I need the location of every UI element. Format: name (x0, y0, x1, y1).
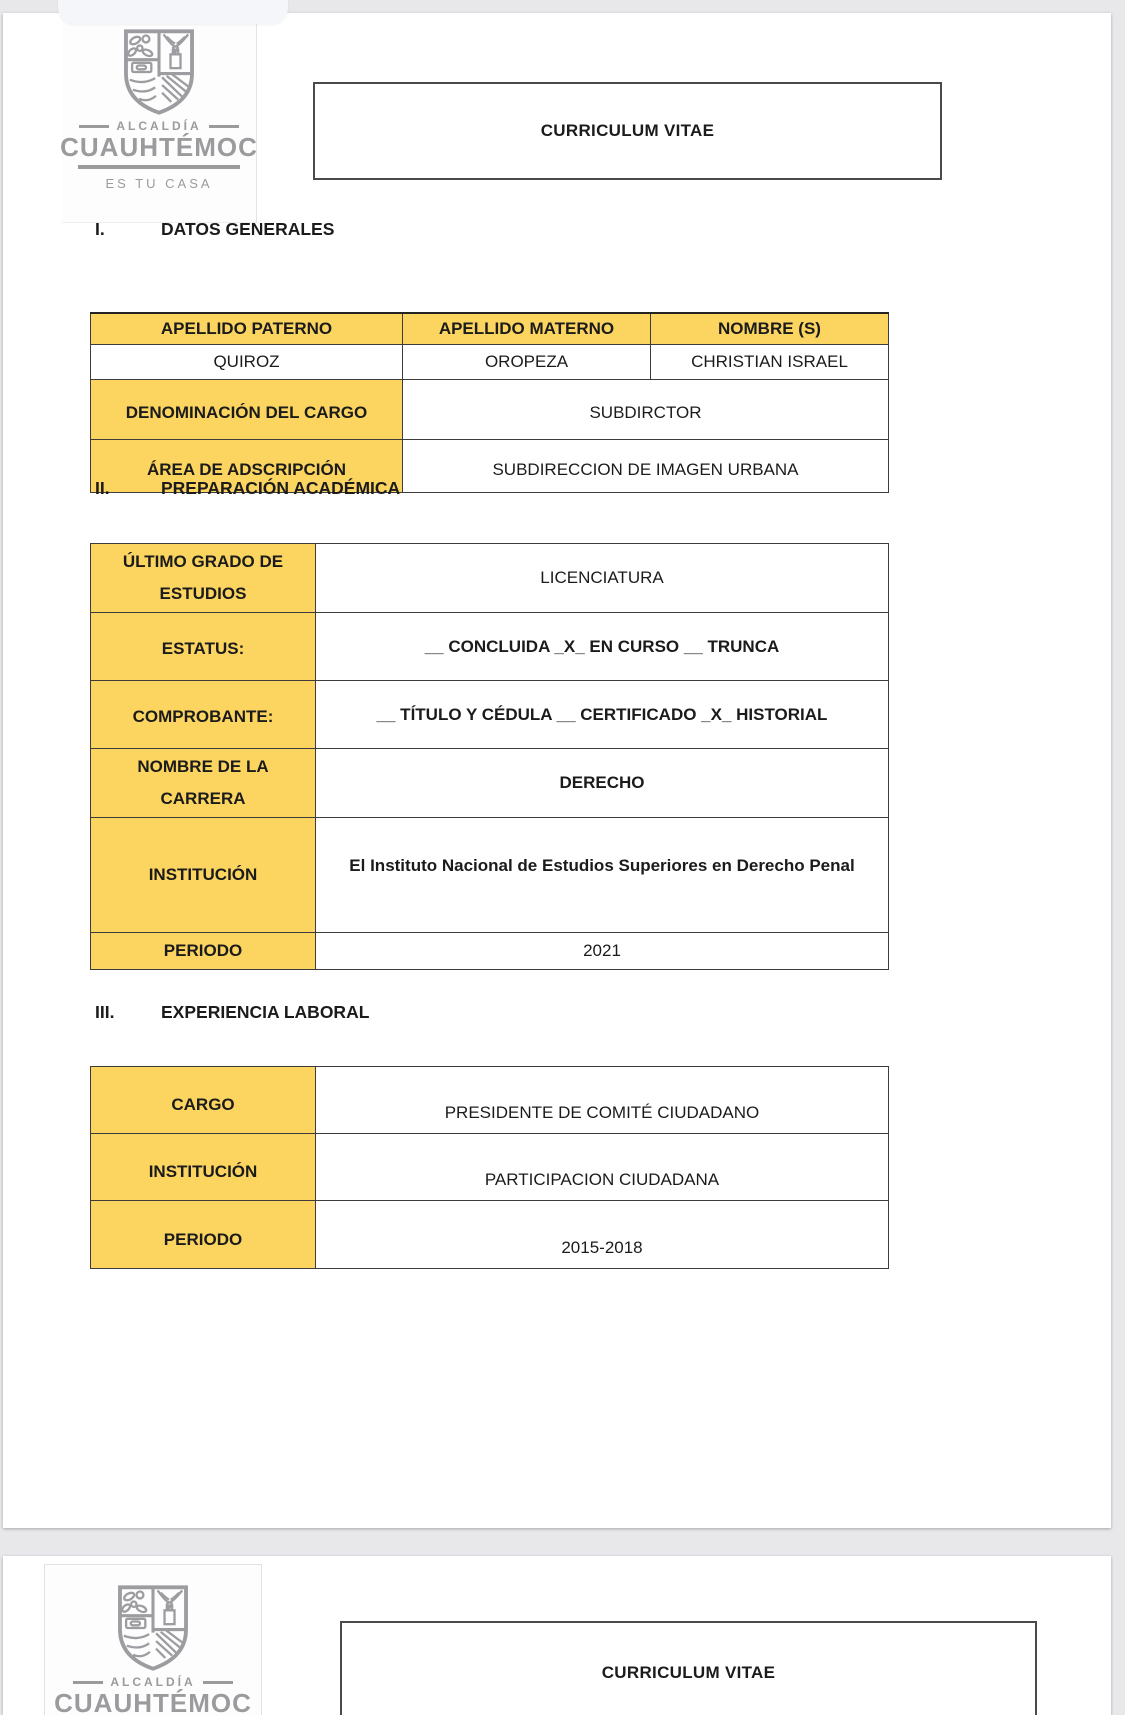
document-page-1 (3, 13, 1111, 1528)
value-institucion-text: El Instituto Nacional de Estudios Superiores en Derecho Penal (349, 856, 855, 875)
cv-title-box (340, 1621, 1037, 1715)
section-title: DATOS GENERALES (161, 219, 335, 239)
table-row (91, 544, 889, 613)
label-area-adscripcion: ÁREA DE ADSCRIPCIÓN (91, 439, 403, 492)
section-heading-datos-generales (95, 219, 334, 240)
value-denominacion-cargo: SUBDIRCTOR (403, 379, 889, 439)
label-institucion: INSTITUCIÓN (91, 818, 316, 933)
label-denominacion-cargo: DENOMINACIÓN DEL CARGO (91, 379, 403, 439)
table-row (91, 818, 889, 933)
logo-dash-left (79, 125, 109, 128)
header-apellido-paterno: APELLIDO PATERNO (91, 313, 403, 344)
value-nombres: CHRISTIAN ISRAEL (651, 344, 889, 379)
cuauhtemoc-shield-icon (101, 1585, 205, 1671)
value-institucion-laboral: PARTICIPACION CIUDADANA (316, 1134, 889, 1201)
value-cargo: PRESIDENTE DE COMITÉ CIUDADANO (316, 1067, 889, 1134)
experiencia-laboral-table (90, 1066, 889, 1269)
value-apellido-materno: OROPEZA (403, 344, 651, 379)
value-periodo-laboral: 2015-2018 (316, 1201, 889, 1269)
label-estatus: ESTATUS: (91, 613, 316, 681)
value-estatus: __ CONCLUIDA _X_ EN CURSO __ TRUNCA (316, 613, 889, 681)
section-heading-preparacion-academica (95, 478, 400, 499)
section-number: II. (95, 478, 110, 498)
logo-dash-left (73, 1681, 103, 1684)
table-row (91, 313, 889, 344)
logo-dash-right (203, 1681, 233, 1684)
table-row (91, 749, 889, 818)
cv-title-box (313, 82, 942, 180)
logo-alcaldia-text: ALCALDÍA (110, 1675, 196, 1689)
alcaldia-logo (62, 7, 257, 223)
document-page-2 (3, 1556, 1111, 1715)
logo-dash-right (209, 125, 239, 128)
cv-title: CURRICULUM VITAE (540, 121, 715, 140)
table-row (91, 379, 889, 439)
table-row (91, 681, 889, 749)
logo-cuauhtemoc-text: CUAUHTÉMOC (60, 132, 258, 162)
top-rounded-tab (58, 0, 288, 24)
logo-alcaldia-text: ALCALDÍA (116, 119, 202, 133)
table-row (91, 344, 889, 379)
value-apellido-paterno: QUIROZ (91, 344, 403, 379)
logo-alcaldia-row (73, 1675, 232, 1689)
section-heading-experiencia-laboral (95, 1002, 369, 1023)
header-nombres: NOMBRE (S) (651, 313, 889, 344)
label-comprobante: COMPROBANTE: (91, 681, 316, 749)
label-periodo: PERIODO (91, 933, 316, 970)
section-number: III. (95, 1002, 115, 1022)
table-row (91, 933, 889, 970)
datos-generales-table (90, 312, 889, 493)
value-area-adscripcion: SUBDIRECCION DE IMAGEN URBANA (403, 439, 889, 492)
logo-alcaldia-row (79, 119, 238, 133)
section-title: PREPARACIÓN ACADÉMICA (161, 478, 401, 498)
label-nombre-carrera: NOMBRE DE LA CARRERA (91, 749, 316, 818)
label-institucion-laboral: INSTITUCIÓN (91, 1134, 316, 1201)
table-row (91, 1067, 889, 1134)
value-nombre-carrera: DERECHO (316, 749, 889, 818)
logo-cuauhtemoc-text: CUAUHTÉMOC (54, 1688, 252, 1715)
value-periodo: 2021 (316, 933, 889, 970)
cuauhtemoc-shield-icon (107, 29, 211, 115)
table-row (91, 1134, 889, 1201)
value-institucion (316, 818, 889, 933)
logo-rule (78, 165, 240, 169)
alcaldia-logo (44, 1564, 262, 1715)
preparacion-academica-table (90, 543, 889, 970)
label-cargo: CARGO (91, 1067, 316, 1134)
value-comprobante: __ TÍTULO Y CÉDULA __ CERTIFICADO _X_ HISTORIAL (316, 681, 889, 749)
label-ultimo-grado: ÚLTIMO GRADO DE ESTUDIOS (91, 544, 316, 613)
logo-tagline: ES TU CASA (105, 176, 213, 191)
label-periodo-laboral: PERIODO (91, 1201, 316, 1269)
table-row (91, 613, 889, 681)
section-number: I. (95, 219, 105, 239)
value-ultimo-grado: LICENCIATURA (316, 544, 889, 613)
section-title: EXPERIENCIA LABORAL (161, 1002, 370, 1022)
table-row (91, 1201, 889, 1269)
header-apellido-materno: APELLIDO MATERNO (403, 313, 651, 344)
cv-title: CURRICULUM VITAE (601, 1663, 776, 1682)
